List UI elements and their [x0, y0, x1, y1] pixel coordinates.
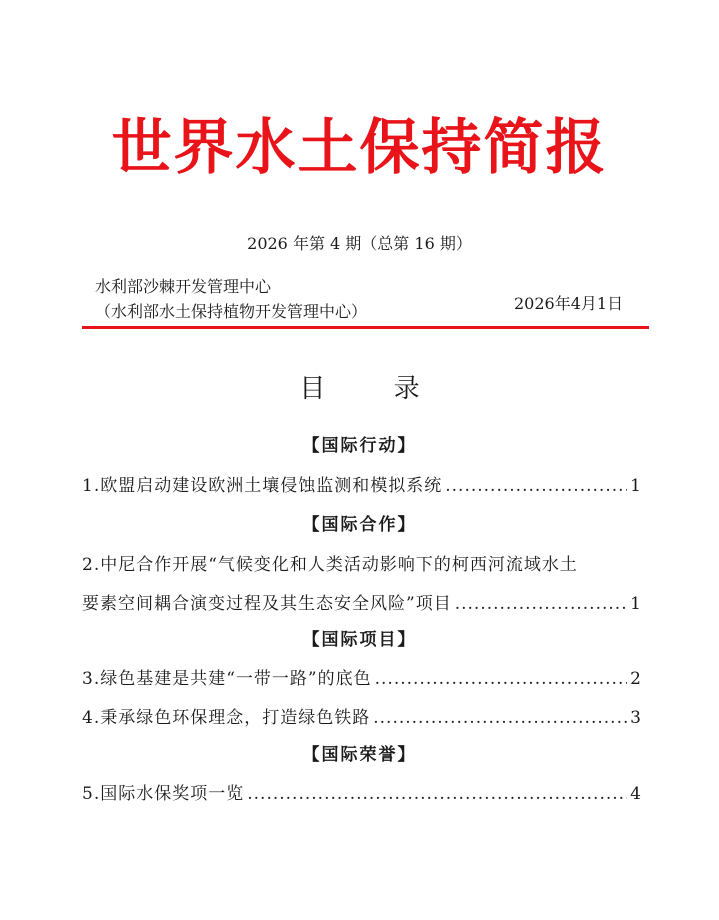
section-heading: 【国际行动】 [302, 436, 417, 456]
publisher-alt-name: （水利部水土保持植物开发管理中心） [95, 302, 368, 321]
dot-leader [247, 784, 627, 804]
section-heading: 【国际荣誉】 [302, 745, 417, 765]
toc-page-number: 1 [630, 476, 642, 496]
toc-title: 目 录 [299, 374, 450, 404]
toc-entry-text: 1.欧盟启动建设欧洲土壤侵蚀监测和模拟系统 [82, 476, 443, 496]
toc-entry[interactable] [82, 779, 642, 804]
toc-entry[interactable] [82, 703, 642, 728]
issue-number: 2026 年第 4 期（总第 16 期） [247, 234, 472, 253]
toc-entry-continued[interactable] [82, 589, 642, 614]
toc-entry-text: 要素空间耦合演变过程及其生态安全风险”项目 [82, 594, 452, 614]
dot-leader [375, 669, 628, 689]
toc-entry-text: 5.国际水保奖项一览 [82, 784, 245, 804]
publication-date: 2026年4月1日 [514, 294, 624, 313]
header-divider [82, 326, 649, 329]
toc-entry-text: 2.中尼合作开展“气候变化和人类活动影响下的柯西河流域水土 [82, 555, 578, 575]
toc-entry-text: 4.秉承绿色环保理念，打造绿色铁路 [82, 708, 371, 728]
toc-entry[interactable] [82, 471, 642, 496]
toc-page-number: 2 [630, 669, 642, 689]
toc-entry-text: 3.绿色基建是共建“一带一路”的底色 [82, 669, 372, 689]
dot-leader [373, 708, 627, 728]
publisher [95, 274, 367, 324]
masthead-title: 世界水土保持简报 [111, 113, 608, 183]
section-heading: 【国际项目】 [302, 630, 417, 650]
toc-entry[interactable] [82, 550, 642, 575]
dot-leader [455, 594, 627, 614]
toc-page-number: 4 [630, 784, 642, 804]
toc-page-number: 1 [630, 594, 642, 614]
toc-entry[interactable] [82, 664, 642, 689]
toc-page-number: 3 [630, 708, 642, 728]
dot-leader [445, 476, 627, 496]
publisher-name: 水利部沙棘开发管理中心 [95, 277, 272, 296]
section-heading: 【国际合作】 [302, 515, 417, 535]
